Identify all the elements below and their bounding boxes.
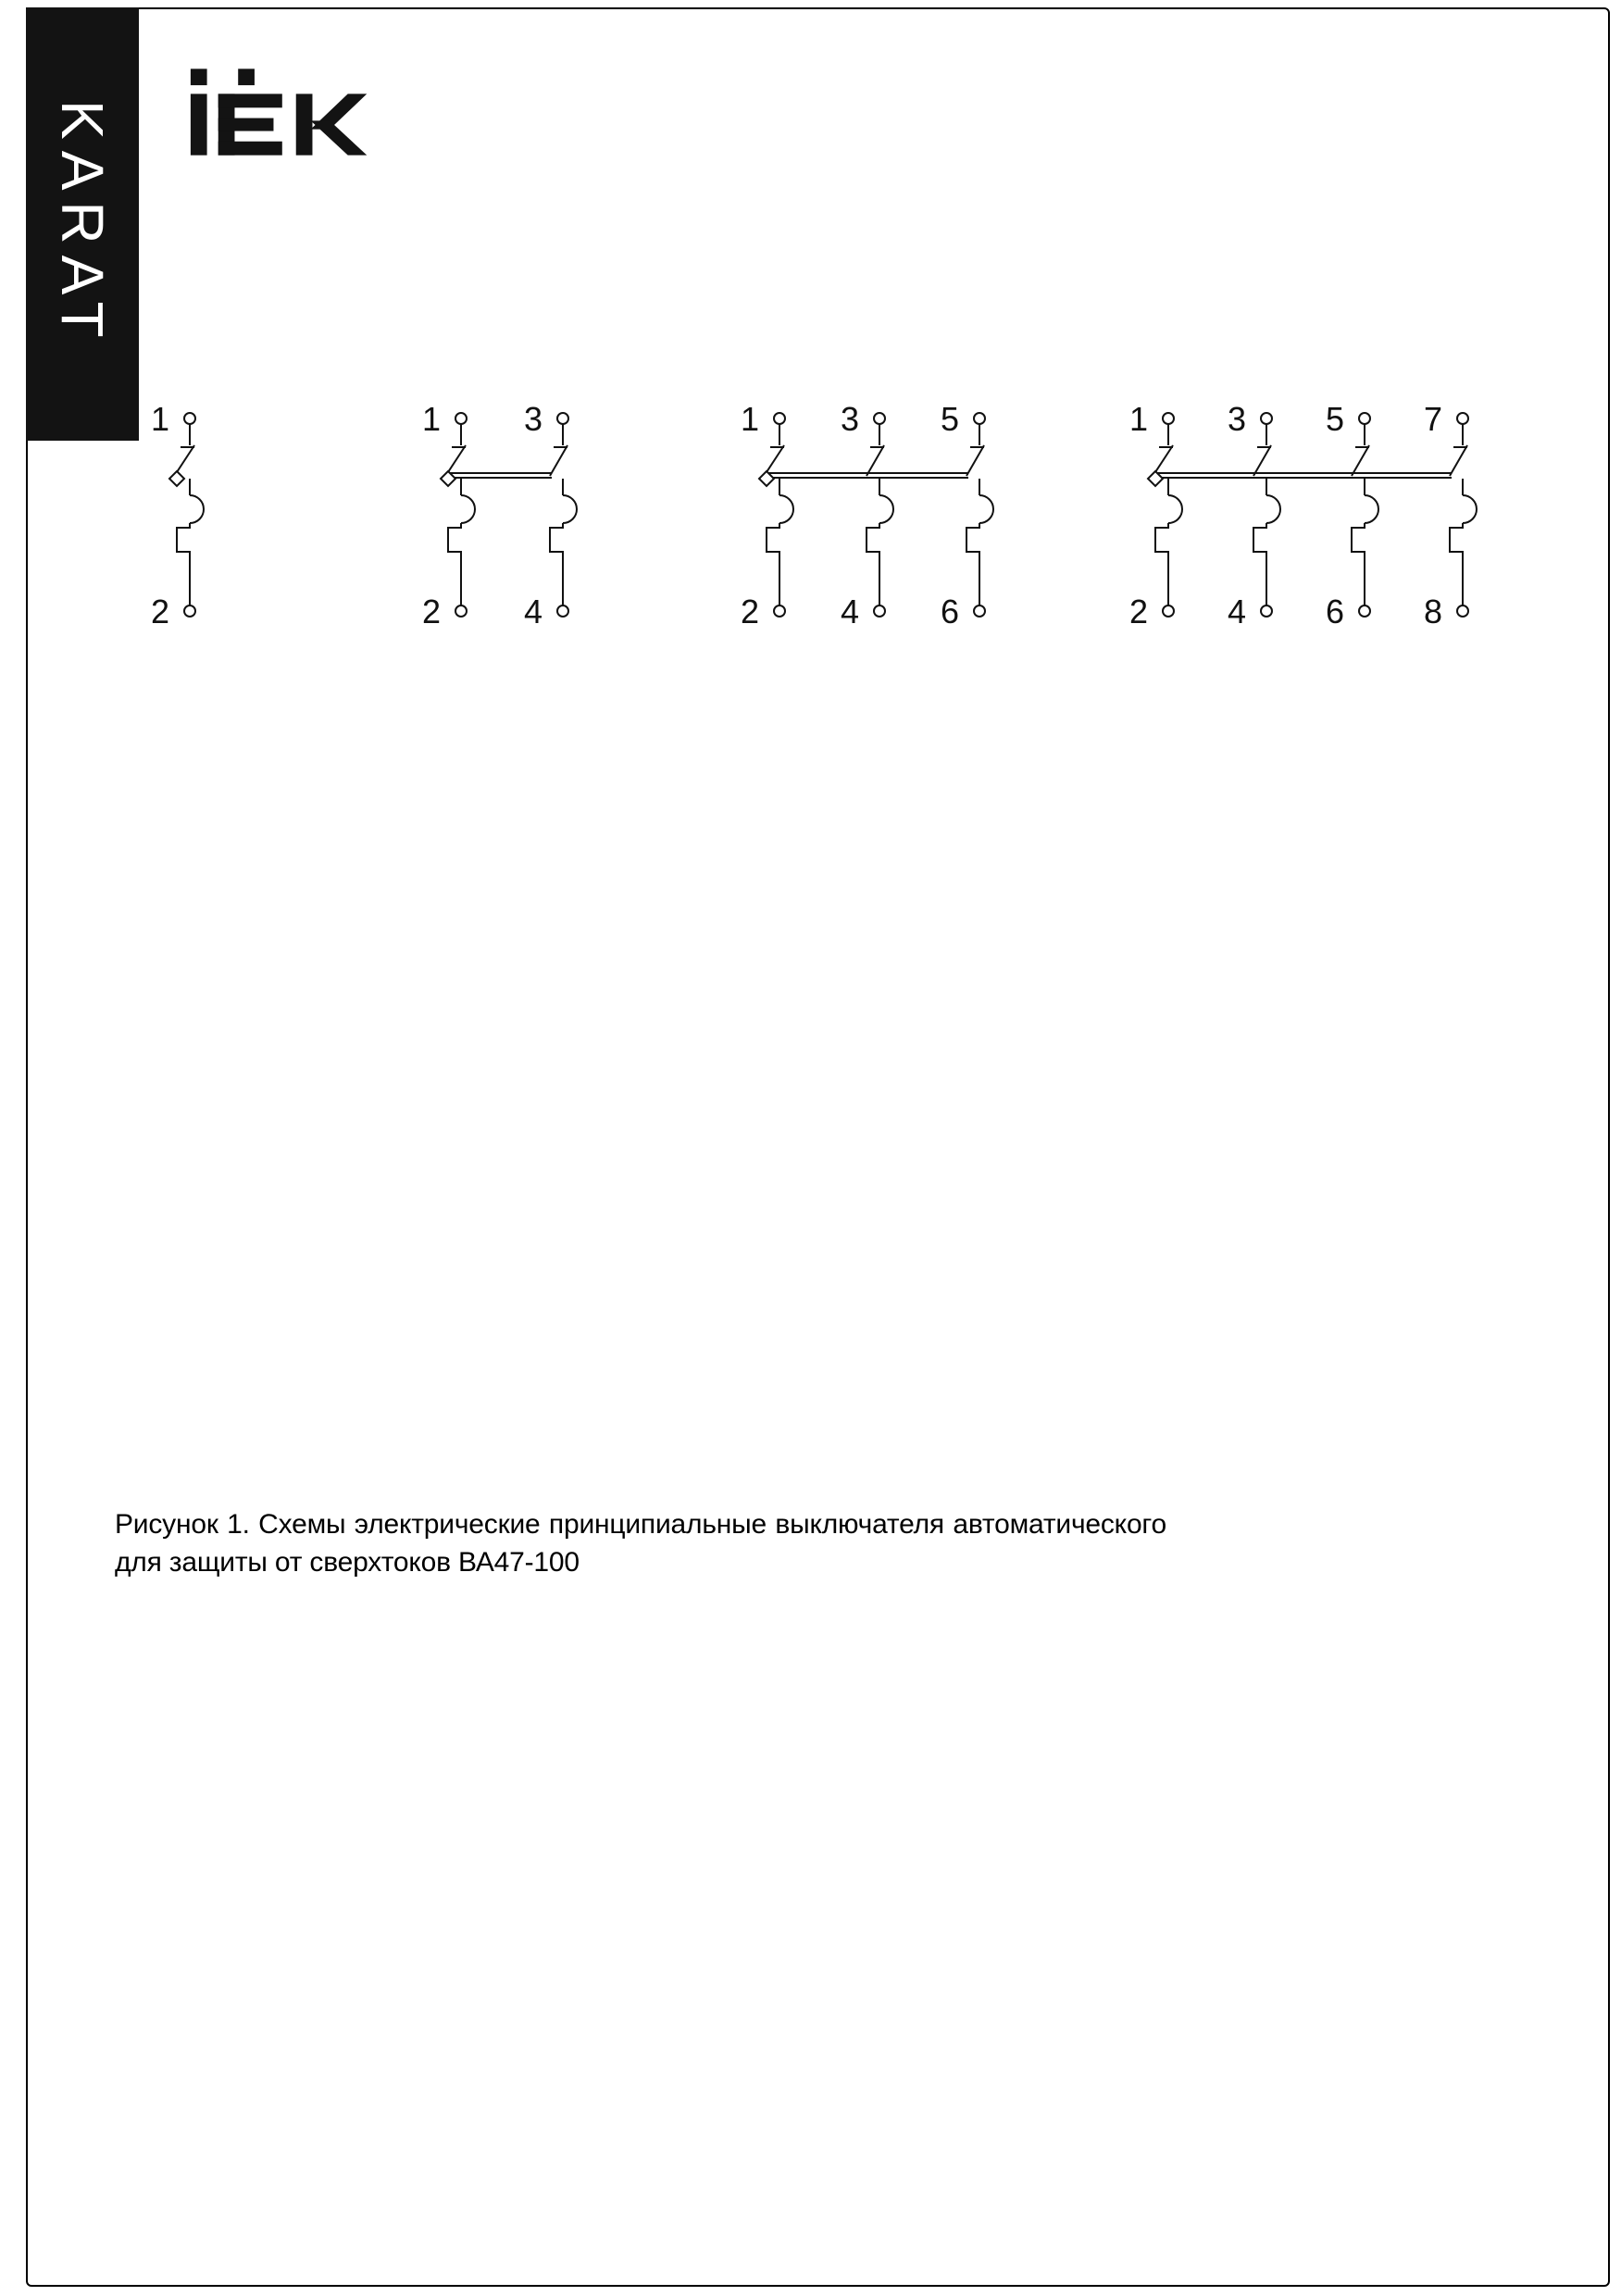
bottom-terminal-label: 4 <box>1227 593 1247 630</box>
logo-e-midbar <box>218 119 274 131</box>
contact-lever <box>1253 445 1271 476</box>
magnetic-release-arc <box>1365 495 1378 523</box>
iek-logo-graphic <box>189 67 370 157</box>
breaker-diagram-3-pole <box>741 400 993 630</box>
magnetic-release-arc <box>190 495 204 523</box>
bottom-terminal-label: 4 <box>840 593 860 630</box>
schematic-canvas <box>0 389 1621 667</box>
breaker-diagram-1-pole <box>151 400 204 630</box>
thermal-release-jog <box>1352 523 1365 605</box>
logo-e-dot <box>238 69 255 85</box>
logo-k-stem <box>296 94 313 155</box>
top-terminal <box>774 413 785 424</box>
top-terminal <box>455 413 467 424</box>
logo-i-stem <box>191 94 207 155</box>
logo-e-botbar <box>218 142 282 156</box>
top-terminal-label: 5 <box>1325 400 1345 438</box>
top-terminal-label: 3 <box>523 400 543 438</box>
magnetic-release-arc <box>461 495 475 523</box>
top-terminal <box>184 413 195 424</box>
contact-lever <box>867 445 884 476</box>
thermal-release-jog <box>867 523 879 605</box>
figure-caption-line1: Рисунок 1. Схемы электрические принципиальные выключателя автоматического <box>115 1509 1166 1540</box>
top-terminal <box>974 413 985 424</box>
bottom-terminal-label: 8 <box>1423 593 1443 630</box>
bottom-terminal <box>184 605 195 617</box>
figure-caption-line2: для защиты от сверхтоков ВА47-100 <box>115 1547 580 1578</box>
contact-lever <box>1155 445 1173 472</box>
bottom-terminal <box>455 605 467 617</box>
logo-i-dot <box>191 69 207 85</box>
bottom-terminal-label: 6 <box>1325 593 1345 630</box>
bottom-terminal <box>774 605 785 617</box>
logo-e-topbar <box>218 94 282 107</box>
magnetic-release-arc <box>879 495 893 523</box>
thermal-release-jog <box>1253 523 1266 605</box>
magnetic-release-arc <box>1266 495 1280 523</box>
bottom-terminal-label: 6 <box>940 593 960 630</box>
breaker-diagram-4-pole <box>1129 400 1477 630</box>
thermal-release-jog <box>550 523 563 605</box>
contact-lever <box>177 445 194 472</box>
top-terminal-label: 3 <box>1227 400 1247 438</box>
top-terminal <box>874 413 885 424</box>
breaker-diagram-2-pole <box>422 400 577 630</box>
top-terminal-label: 7 <box>1423 400 1443 438</box>
bottom-terminal <box>1359 605 1370 617</box>
page-border <box>26 7 1610 2287</box>
top-terminal <box>1457 413 1468 424</box>
bottom-terminal <box>874 605 885 617</box>
magnetic-release-arc <box>979 495 993 523</box>
bottom-terminal <box>1163 605 1174 617</box>
bottom-terminal-label: 2 <box>1128 593 1149 630</box>
thermal-release-jog <box>767 523 779 605</box>
karat-vertical-text: KARAT <box>49 99 116 349</box>
top-terminal <box>557 413 568 424</box>
top-terminal-label: 1 <box>421 400 442 438</box>
thermal-release-jog <box>1155 523 1168 605</box>
karat-banner <box>26 7 139 441</box>
magnetic-release-arc <box>1463 495 1477 523</box>
thermal-release-jog <box>448 523 461 605</box>
thermal-release-jog <box>1450 523 1463 605</box>
bottom-terminal-label: 2 <box>421 593 442 630</box>
figure-caption <box>115 1505 1166 1581</box>
contact-lever <box>966 445 984 476</box>
magnetic-release-arc <box>563 495 577 523</box>
bottom-terminal-label: 4 <box>523 593 543 630</box>
contact-lever <box>1450 445 1467 476</box>
top-terminal <box>1261 413 1272 424</box>
contact-lever <box>550 445 567 476</box>
top-terminal <box>1163 413 1174 424</box>
magnetic-release-arc <box>1168 495 1182 523</box>
top-terminal-label: 1 <box>740 400 760 438</box>
magnetic-release-arc <box>779 495 793 523</box>
bottom-terminal <box>974 605 985 617</box>
top-terminal-label: 1 <box>150 400 170 438</box>
bottom-terminal-label: 2 <box>150 593 170 630</box>
top-terminal <box>1359 413 1370 424</box>
bottom-terminal-label: 2 <box>740 593 760 630</box>
logo-k-lower-leg <box>311 120 368 155</box>
contact-lever <box>1352 445 1369 476</box>
top-terminal-label: 1 <box>1128 400 1149 438</box>
iek-logo <box>189 67 370 157</box>
top-terminal-label: 3 <box>840 400 860 438</box>
thermal-release-jog <box>177 523 190 605</box>
thermal-release-jog <box>966 523 979 605</box>
bottom-terminal <box>1457 605 1468 617</box>
bottom-terminal <box>557 605 568 617</box>
top-terminal-label: 5 <box>940 400 960 438</box>
bottom-terminal <box>1261 605 1272 617</box>
contact-lever <box>767 445 784 472</box>
mechanism-diamond <box>169 471 184 486</box>
contact-lever <box>448 445 466 472</box>
